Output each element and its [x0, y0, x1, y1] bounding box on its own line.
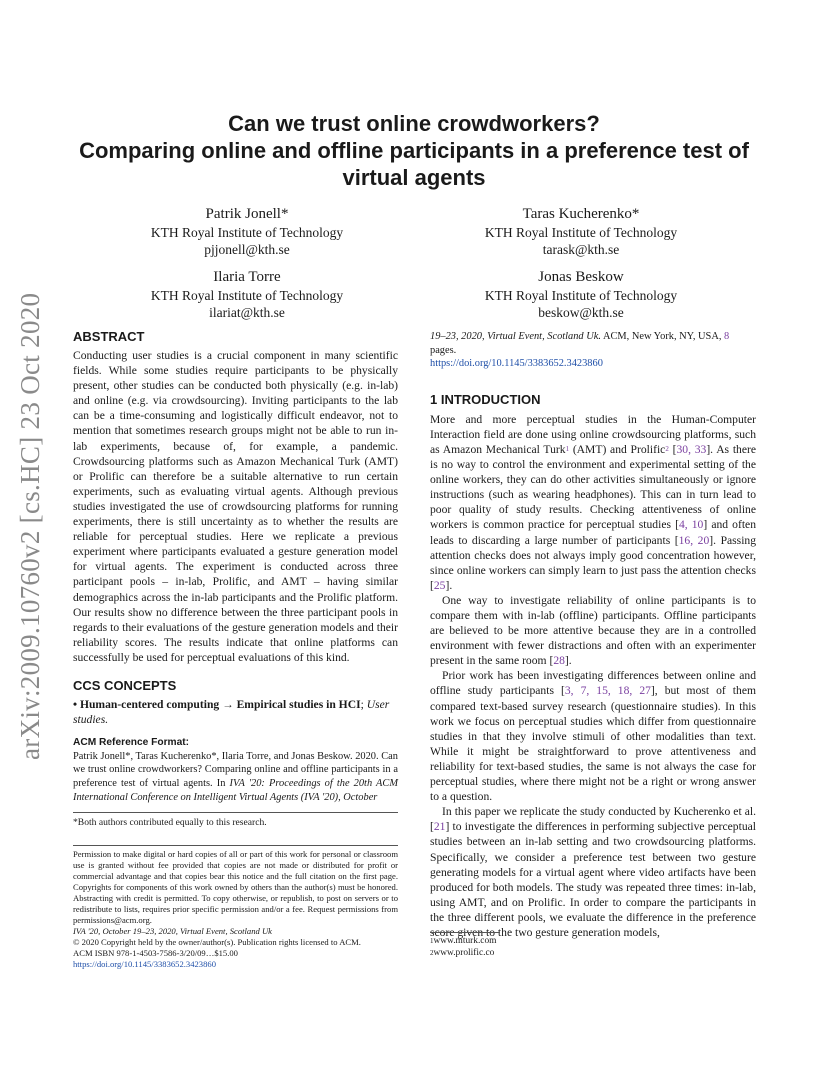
text-run: ], but most of them compared text-based survey research (questionnaire studies). In this work we focus on perceptual studies which differ from questionnaire studies in that they involve stimuli of other modalities than text. While it might be straightforward to prove attentiveness and reliability for text-based studies, the same is not always the case for perceptual studies, where there might not be a right or wrong answer to a question.: [430, 684, 756, 804]
title-line: Comparing online and offline participants in a preference test of: [79, 138, 749, 163]
author-affiliation: KTH Royal Institute of Technology: [150, 225, 344, 240]
acm-ref-cont-italic: 19–23, 2020, Virtual Event, Scotland Uk.: [430, 331, 601, 342]
author-affiliation: KTH Royal Institute of Technology: [150, 288, 344, 303]
intro-paragraph-3: [430, 668, 756, 804]
acm-ref-continued: [430, 330, 756, 371]
title-line: virtual agents: [342, 165, 486, 190]
author-note: *Both authors contributed equally to this research.: [73, 817, 267, 829]
author-block: [431, 205, 731, 258]
footnotes: [430, 932, 756, 959]
left-column: [73, 328, 398, 970]
abstract-heading: ABSTRACT: [73, 329, 145, 344]
author-affiliation: KTH Royal Institute of Technology: [484, 288, 678, 303]
author-email[interactable]: pjjonell@kth.se: [204, 242, 290, 257]
page-count-link[interactable]: 8: [724, 331, 730, 342]
intro-paragraph-1: [430, 412, 756, 593]
citation-link[interactable]: 4, 10: [678, 518, 704, 532]
author-email[interactable]: beskow@kth.se: [538, 305, 624, 320]
text-run: One way to investigate reliability of online participants is to compare them with in-lab (offline) participants. Offline participants are believed to be more attentive because they are in a controlled environment with fewer distractions and often with an experimenter present in the same room [: [430, 593, 756, 668]
author-email[interactable]: tarask@kth.se: [542, 242, 620, 257]
text-run: (AMT) and Prolific: [569, 442, 666, 456]
author-name: Ilaria Torre: [213, 269, 281, 285]
permission-rule: [73, 845, 398, 846]
text-run: ].: [445, 578, 453, 592]
author-name: Patrik Jonell*: [205, 206, 289, 222]
acm-ref-doi-link[interactable]: https://doi.org/10.1145/3383652.3423860: [430, 358, 603, 370]
footnote-item: [430, 947, 756, 959]
footnote-rule: [73, 812, 398, 813]
arxiv-identifier: arXiv:2009.10760v2 [cs.HC] 23 Oct 2020: [15, 292, 45, 760]
text-run: More and more perceptual studies in the Human-Computer Interaction field are done using online crowdsourcing platforms, such as Amazon Mechanical Turk: [430, 412, 756, 456]
footnote-text[interactable]: www.mturk.com: [433, 936, 497, 946]
permission-text: Permission to make digital or hard copies of all or part of this work for personal or classroom use is granted without fee provided that copies are not made or distributed for profit or commercial advantage and that copies bear this notice and the full citation on the first page. Copyrights for components of this work owned by others than the author(s) must be honored. Abstracting with credit is permitted. To copy otherwise, or republish, to post on servers or to redistribute to lists, requires prior specific permission and/or a fee. Request permissions from permissions@acm.org.: [73, 849, 398, 926]
text-run: ] to investigate the differences in performing subjective perceptual studies between an in-lab setting and two crowdsourcing platforms. Specifically, we consider a preference test between two gesture generating models for a virtual agent where video artifacts have been produced for both models. The study was repeated three times: in-lab, using AMT, and on Prolific. In order to compare the participants in the three different pools, we evaluate the difference in the preference score given to the two gesture generation models,: [430, 820, 756, 939]
acm-ref-plain: Patrik Jonell*, Taras Kucherenko*, Ilaria Torre, and Jonas Beskow. 2020. Can we trust online crowdworkers? Comparing online and offline participants in a preference test of virtual agents. In: [73, 750, 398, 789]
author-block: [431, 268, 731, 321]
text-run: ]. Passing attention checks does not always imply good concentration however, since online workers can simply learn to just pass the attention checks [: [430, 533, 757, 592]
ccs-concepts: [73, 697, 398, 727]
footnote-item: [430, 935, 756, 947]
intro-heading: 1 INTRODUCTION: [430, 391, 541, 407]
author-block: [97, 205, 397, 258]
text-run: ].: [564, 654, 572, 668]
footnotes-rule: [430, 932, 500, 933]
footnote-text[interactable]: www.prolific.co: [433, 948, 495, 958]
text-run: ] and often leads to discarding a large number of participants [: [430, 518, 756, 547]
citation-link[interactable]: 30, 33: [676, 442, 707, 456]
permission-doi-link[interactable]: https://doi.org/10.1145/3383652.3423860: [73, 959, 216, 970]
permission-copyright: © 2020 Copyright held by the owner/author(s). Publication rights licensed to ACM.: [73, 937, 361, 948]
text-run: In this paper we replicate the study conducted by Kucherenko et al. [: [430, 805, 756, 834]
title-line: Can we trust online crowdworkers?: [228, 111, 600, 136]
acm-ref-cont-plain: ACM, New York, NY, USA,: [600, 331, 725, 342]
footnote-mark: 1: [430, 937, 434, 945]
intro-paragraph-2: [430, 593, 756, 668]
acm-ref-heading: ACM Reference Format:: [73, 737, 190, 749]
abstract-text: Conducting user studies is a crucial component in many scientific fields. While some studies require participants to be physically present, other studies can be conducted both physically (e.g. in-lab) and online (e.g. via crowdsourcing). Inviting participants to the lab can be a time-consuming and logistically difficult endeavor, not to mention that sometimes research groups might not be able to run in-lab experiments, because of, for example, a pandemic. Crowdsourcing platforms such as Amazon Mechanical Turk (AMT) or Prolific can therefore be a suitable alternative to run certain experiments, such as evaluating virtual agents. Although previous studies investigated the use of crowdsourcing platforms for running experiments, there is still uncertainty as to whether the results are reliable for perceptual studies. Here we replicate a previous experiment where participants evaluated a gesture generation model for virtual agents. The experiment is conducted across three participant pools – in-lab, Prolific, and AMT – having similar demographics across the in-lab participants and the Prolific platform. Our results show no difference between the three participant pools in regards to their evaluations of the gesture generation models and their reliability scores. The results indicate that online platforms can successfully be used for perceptual evaluations of this kind.: [73, 349, 398, 664]
text-run: ]. As there is no way to control the environment and experimental setting of the online workers, they can do other activities simultaneously or ignore instructions (such as wearing headphones). This can in turn lead to poor quality of study results. Checking attentiveness of online workers is common practice for perceptual studies [: [430, 442, 756, 532]
author-name: Jonas Beskow: [538, 269, 624, 285]
author-email[interactable]: ilariat@kth.se: [209, 305, 285, 320]
text-run: [: [668, 442, 677, 456]
citation-link[interactable]: 21: [433, 820, 446, 834]
citation-link[interactable]: 16, 20: [678, 533, 710, 547]
ccs-bold: • Human-centered computing → Empirical studies in HCI: [73, 697, 361, 711]
acm-reference: [73, 736, 398, 804]
acm-ref-cont-end: pages.: [430, 344, 457, 356]
text-run: Prior work has been investigating differences between online and offline study participants [: [430, 669, 756, 698]
permission-block: [73, 849, 398, 970]
footnote-ref-1[interactable]: 1: [565, 444, 570, 453]
author-affiliation: KTH Royal Institute of Technology: [484, 225, 678, 240]
citation-link[interactable]: 25: [433, 578, 446, 592]
ccs-sep: ;: [360, 697, 364, 711]
permission-venue: IVA '20, October 19–23, 2020, Virtual Event, Scotland Uk: [73, 926, 272, 937]
acm-ref-italic: IVA '20: Proceedings of the 20th ACM International Conference on Intelligent Virtual Agents (IVA '20), October: [73, 777, 398, 803]
citation-link[interactable]: 28: [553, 654, 565, 668]
paper-title: [60, 110, 768, 191]
author-block: [97, 268, 397, 321]
author-name: Taras Kucherenko*: [522, 206, 640, 222]
ccs-italic: User studies.: [73, 697, 390, 727]
footnote-ref-2[interactable]: 2: [665, 444, 669, 453]
footnote-mark: 2: [430, 949, 434, 957]
right-column: [430, 330, 756, 940]
citation-link[interactable]: 3, 7, 15, 18, 27: [564, 684, 651, 698]
permission-isbn: ACM ISBN 978-1-4503-7586-3/20/09…$15.00: [73, 948, 238, 959]
intro-paragraph-4: [430, 804, 756, 940]
ccs-heading: CCS CONCEPTS: [73, 677, 177, 693]
